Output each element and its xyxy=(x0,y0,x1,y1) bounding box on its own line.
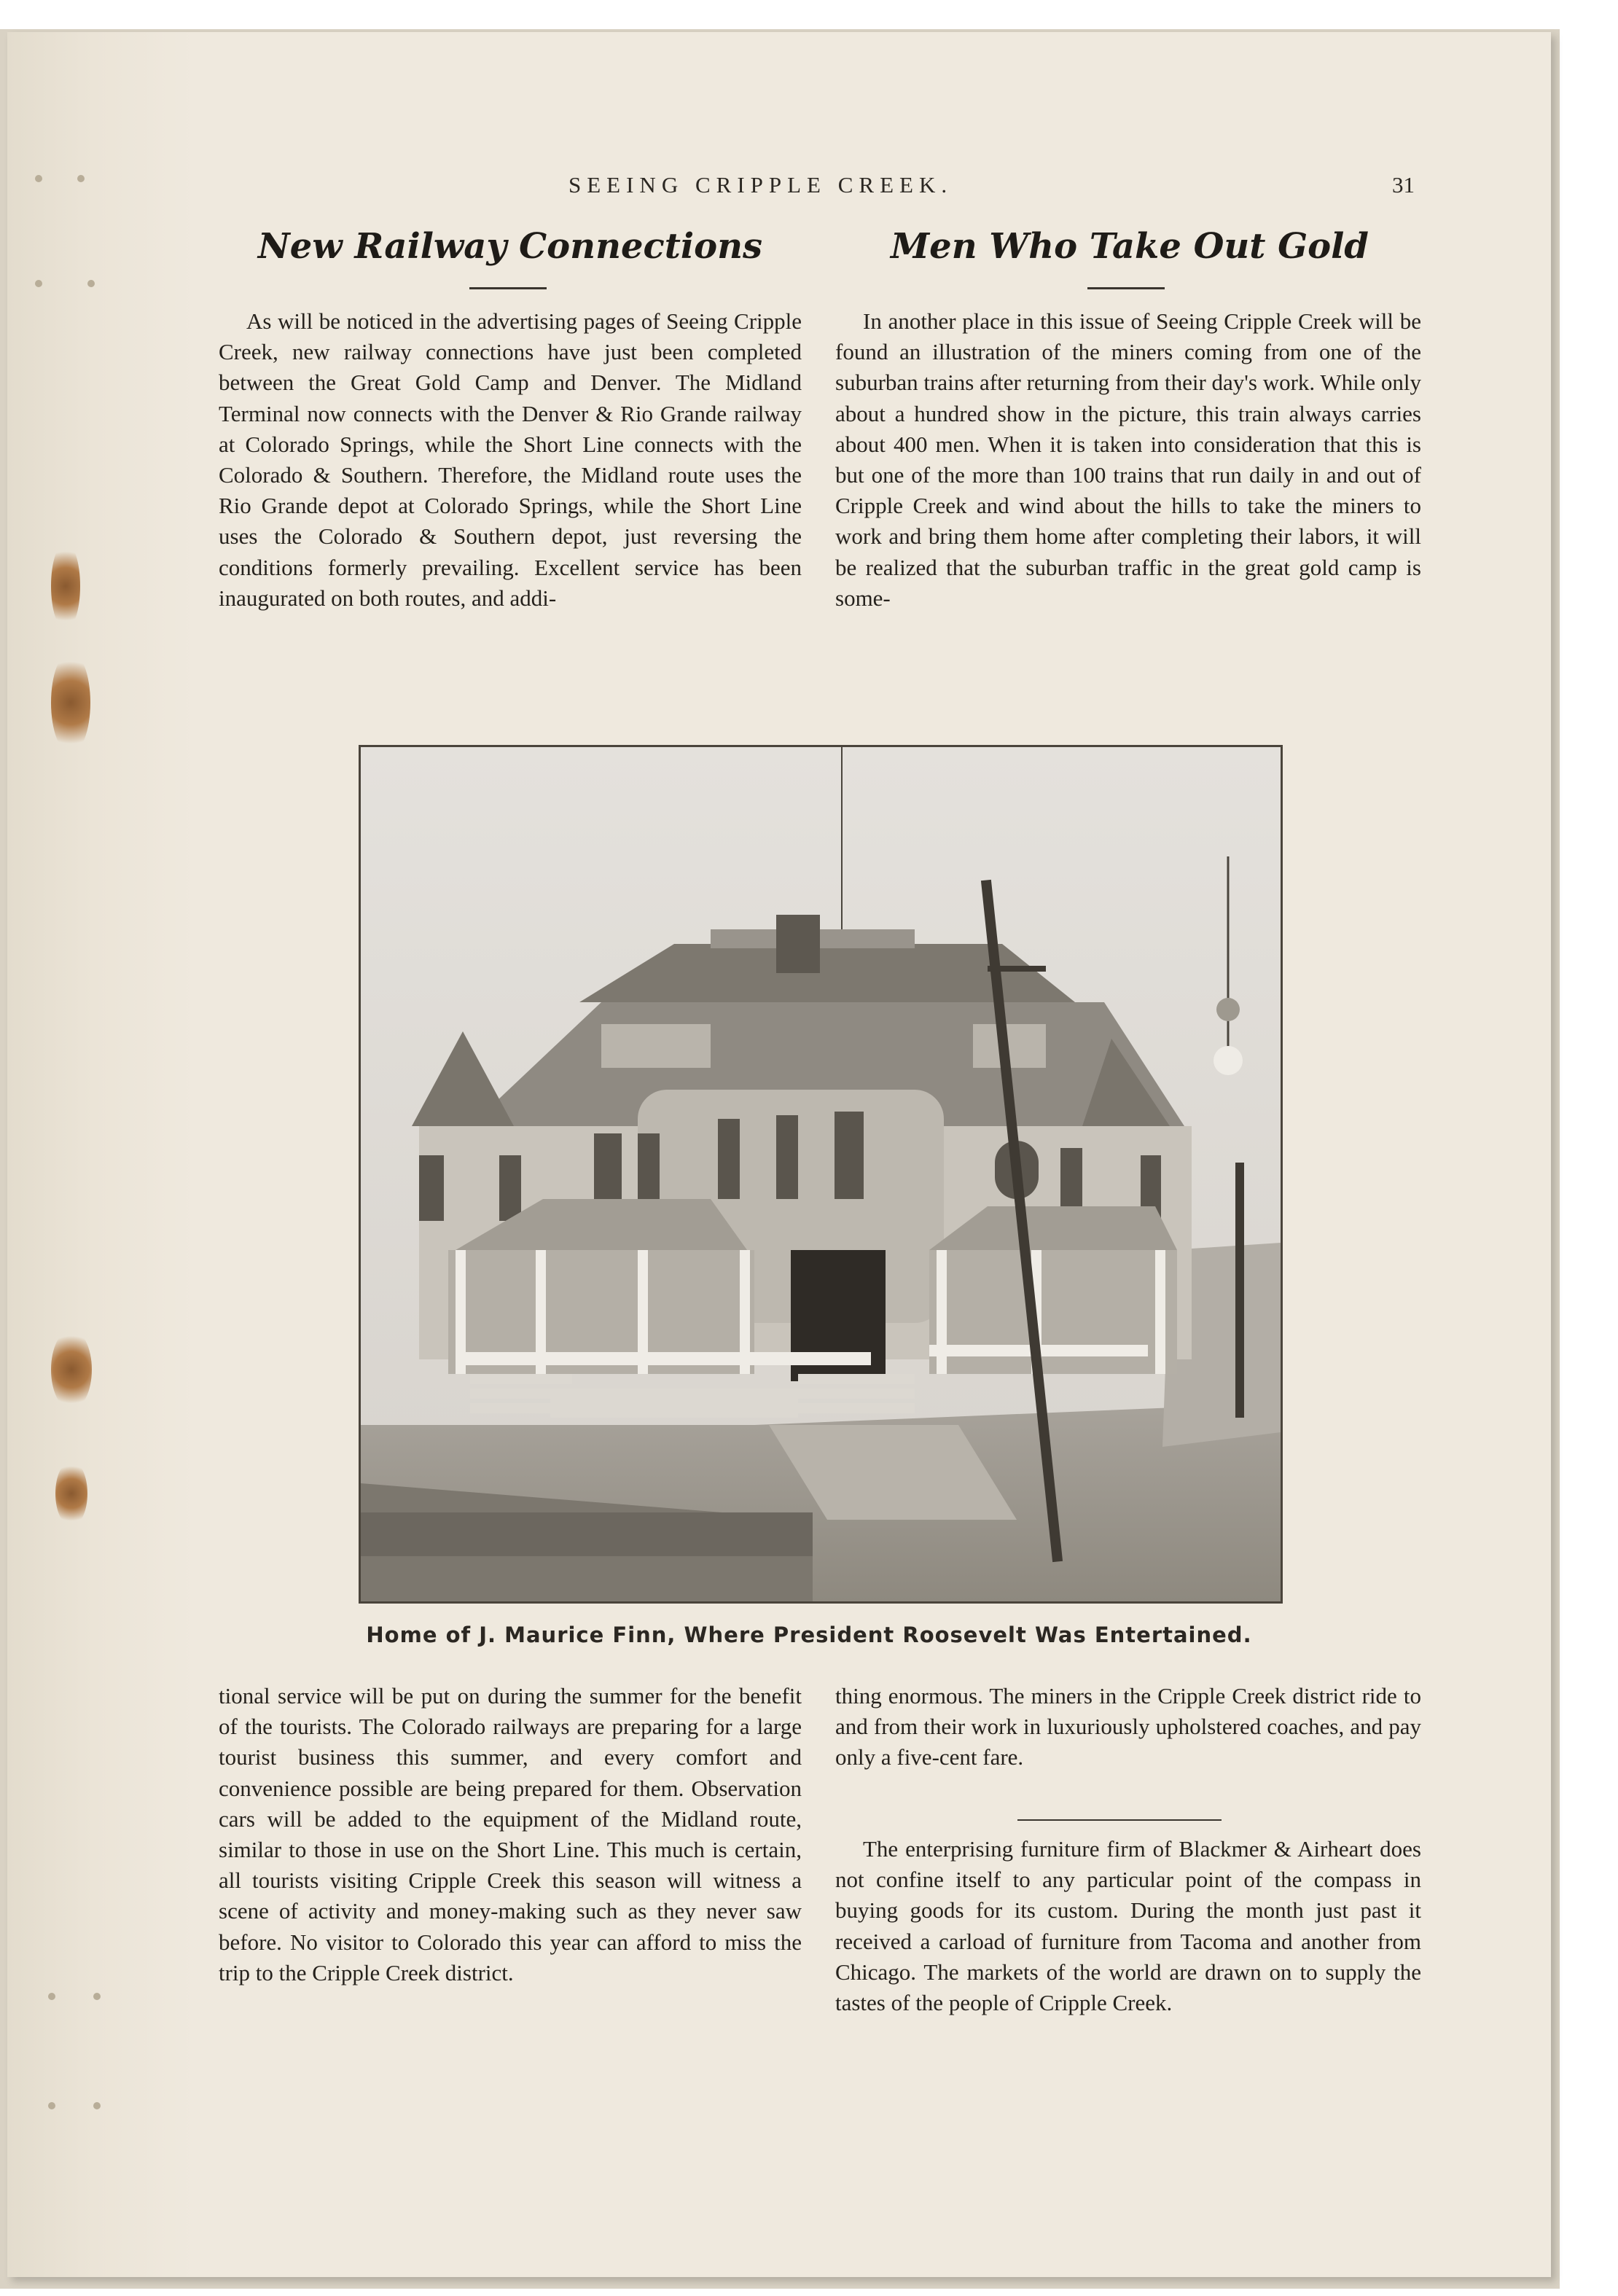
staple-hole xyxy=(48,2102,55,2109)
running-title: SEEING CRIPPLE CREEK. xyxy=(568,172,953,198)
victorian-house-illustration xyxy=(361,747,1281,1601)
left-column-bottom xyxy=(219,1681,802,1988)
staple-hole xyxy=(87,280,95,287)
article-paragraph: In another place in this issue of Seeing Cripple Creek will be found an illustration of the miners coming from one of the suburban trains after returning from their day's work. While only about a hundred show in the picture, this train always carries about 400 men. When it is taken into consideration that this is but one of the more than 100 trains that run daily in and out of Cripple Creek and wind about the hills to take the miners to work and bring them home after completing their labors, it will be realized that the suburban traffic in the great gold camp is some- xyxy=(835,308,1421,611)
rust-stain xyxy=(51,652,90,754)
headline-rule xyxy=(469,287,547,289)
photo-caption: Home of J. Maurice Finn, Where President Roosevelt Was Entertained. xyxy=(366,1623,1252,1647)
rust-stain xyxy=(51,1329,92,1410)
left-column-top xyxy=(219,306,802,614)
right-column-bottom xyxy=(835,1681,1421,1773)
staple-hole xyxy=(35,175,42,182)
headline-men-who-take-out-gold: Men Who Take Out Gold xyxy=(891,226,1369,267)
page-gutter xyxy=(7,32,197,2277)
staple-hole xyxy=(35,280,42,287)
headline-new-railway-connections: New Railway Connections xyxy=(257,226,763,267)
page-number: 31 xyxy=(1392,172,1415,198)
furniture-item-column xyxy=(835,1834,1421,2018)
right-column-top xyxy=(835,306,1421,614)
staple-hole xyxy=(93,2102,101,2109)
rust-stain xyxy=(51,542,80,630)
house-photograph xyxy=(359,745,1283,1604)
furniture-paragraph: The enterprising furniture firm of Blackmer & Airheart does not confine itself to any particular point of the compass in buying goods for its custom. During the month just past it received a carload of furniture from Tacoma and another from Chicago. The markets of the world are drawn on to supply the tastes of the people of Cripple Creek. xyxy=(835,1836,1421,2016)
article-paragraph: As will be noticed in the advertising pages of Seeing Cripple Creek, new railway connections have just been completed between the Great Gold Camp and Denver. The Midland Terminal now connects with the Denver & Rio Grande railway at Colorado Springs, while the Short Line connects with the Colorado & Southern. Therefore, the Midland route uses the Rio Grande depot at Colorado Springs, while the Short Line uses the Colorado & Southern depot, just reversing the conditions formerly prevailing. Excellent service has been inaugurated on both routes, and addi- xyxy=(219,308,802,611)
article-paragraph-continued: tional service will be put on during the summer for the benefit of the tourists. The Colorado railways are preparing for a large tourist business this summer, and every comfort and convenience possible are being prepared for them. Observation cars will be added to the equipment of the Midland route, similar to those in use on the Short Line. This much is certain, all tourists visiting Cripple Creek this season will witness a scene of activity and money-making such as they never saw before. No visitor to Colorado this year can afford to miss the trip to the Cripple Creek district. xyxy=(219,1683,802,1985)
section-divider xyxy=(1017,1819,1222,1821)
staple-hole xyxy=(93,1993,101,2000)
headline-rule xyxy=(1087,287,1165,289)
staple-hole xyxy=(48,1993,55,2000)
staple-hole xyxy=(77,175,85,182)
rust-stain xyxy=(55,1461,87,1526)
article-paragraph-continued: thing enormous. The miners in the Cripple Creek district ride to and from their work in luxuriously upholstered coaches, and pay only a five-cent fare. xyxy=(835,1683,1421,1770)
